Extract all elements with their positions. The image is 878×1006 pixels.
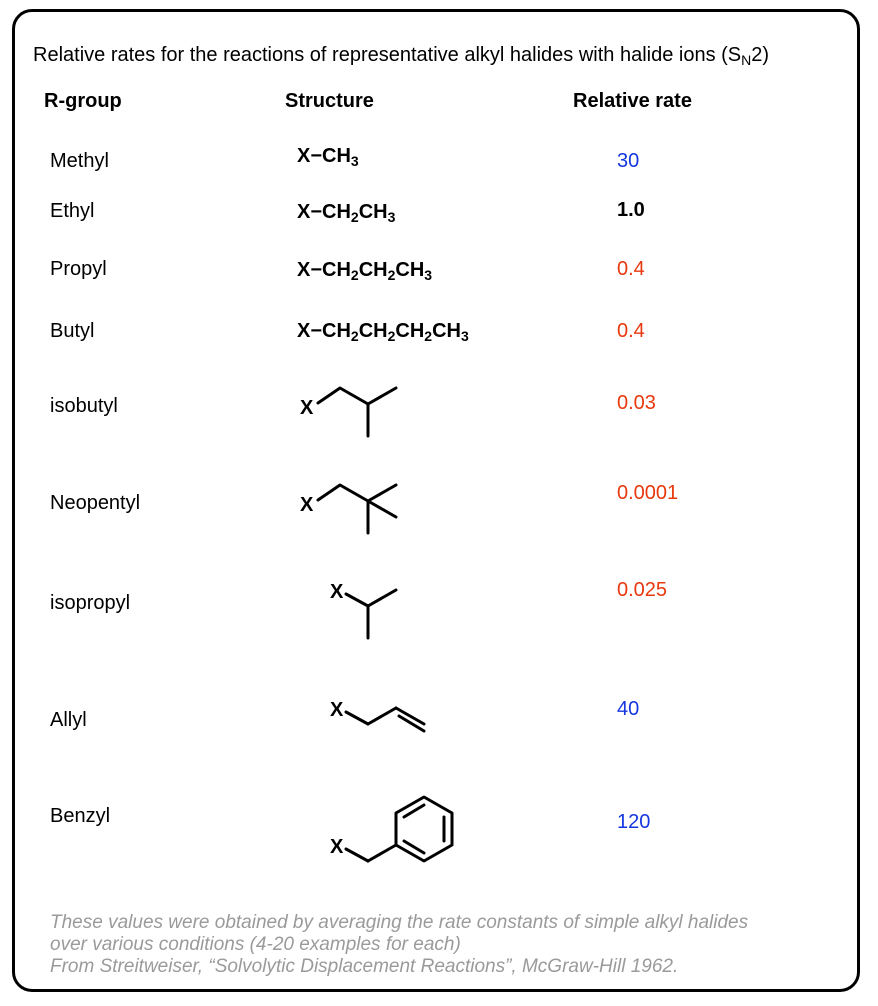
rate-neopentyl: 0.0001 [617, 482, 679, 504]
formula-ethyl: $X-CH_2CH_3$ [297, 201, 396, 225]
rate-butyl: 0.4 [617, 320, 645, 342]
header-rgroup: R-group [44, 90, 122, 112]
row-name-isopropyl: isopropyl [50, 592, 131, 614]
benzyl-x-label: X [330, 836, 344, 858]
rate-isobutyl: 0.03 [617, 392, 656, 414]
isobutyl-x-label: X [300, 397, 314, 419]
rate-ethyl: 1.0 [617, 199, 645, 221]
row-name-methyl: Methyl [50, 150, 109, 172]
allyl-structure [346, 708, 424, 731]
row-name-propyl: Propyl [50, 258, 107, 280]
allyl-x-label: X [330, 699, 344, 721]
formula-propyl: $X-CH_2CH_2CH_3$ [297, 259, 433, 283]
row-name-neopentyl: Neopentyl [50, 492, 141, 514]
row-name-ethyl: Ethyl [50, 200, 95, 222]
isopropyl-structure [346, 590, 396, 638]
rate-benzyl: 120 [617, 811, 651, 833]
footnote [50, 912, 855, 978]
row-name-butyl: Butyl [50, 320, 95, 342]
page-title: Relative rates for the reactions of representative alkyl halides with halide ions $(S_N2)$ [33, 44, 770, 68]
header-structure: Structure [285, 90, 374, 112]
formula-methyl: $X-CH_3$ [297, 145, 359, 169]
row-name-isobutyl: isobutyl [50, 395, 118, 417]
footnote-line-2: over various conditions (4-20 examples for each) [50, 934, 461, 955]
header-rate: Relative rate [573, 90, 692, 112]
benzyl-structure [346, 797, 452, 861]
neopentyl-structure [318, 485, 396, 533]
footnote-line-1: These values were obtained by averaging the rate constants of simple alkyl halides [50, 912, 749, 933]
rate-methyl: 30 [617, 150, 640, 172]
row-name-allyl: Allyl [50, 709, 87, 731]
isobutyl-structure [318, 388, 396, 436]
formula-butyl: $X-CH_2CH_2CH_2CH_3$ [297, 320, 469, 344]
rate-isopropyl: 0.025 [617, 579, 668, 601]
row-name-benzyl: Benzyl [50, 805, 111, 827]
footnote-line-3: From Streitweiser, “Solvolytic Displacement Reactions”, McGraw-Hill 1962. [50, 956, 679, 977]
isopropyl-x-label: X [330, 581, 344, 603]
neopentyl-x-label: X [300, 494, 314, 516]
rate-allyl: 40 [617, 698, 640, 720]
rate-propyl: 0.4 [617, 258, 645, 280]
